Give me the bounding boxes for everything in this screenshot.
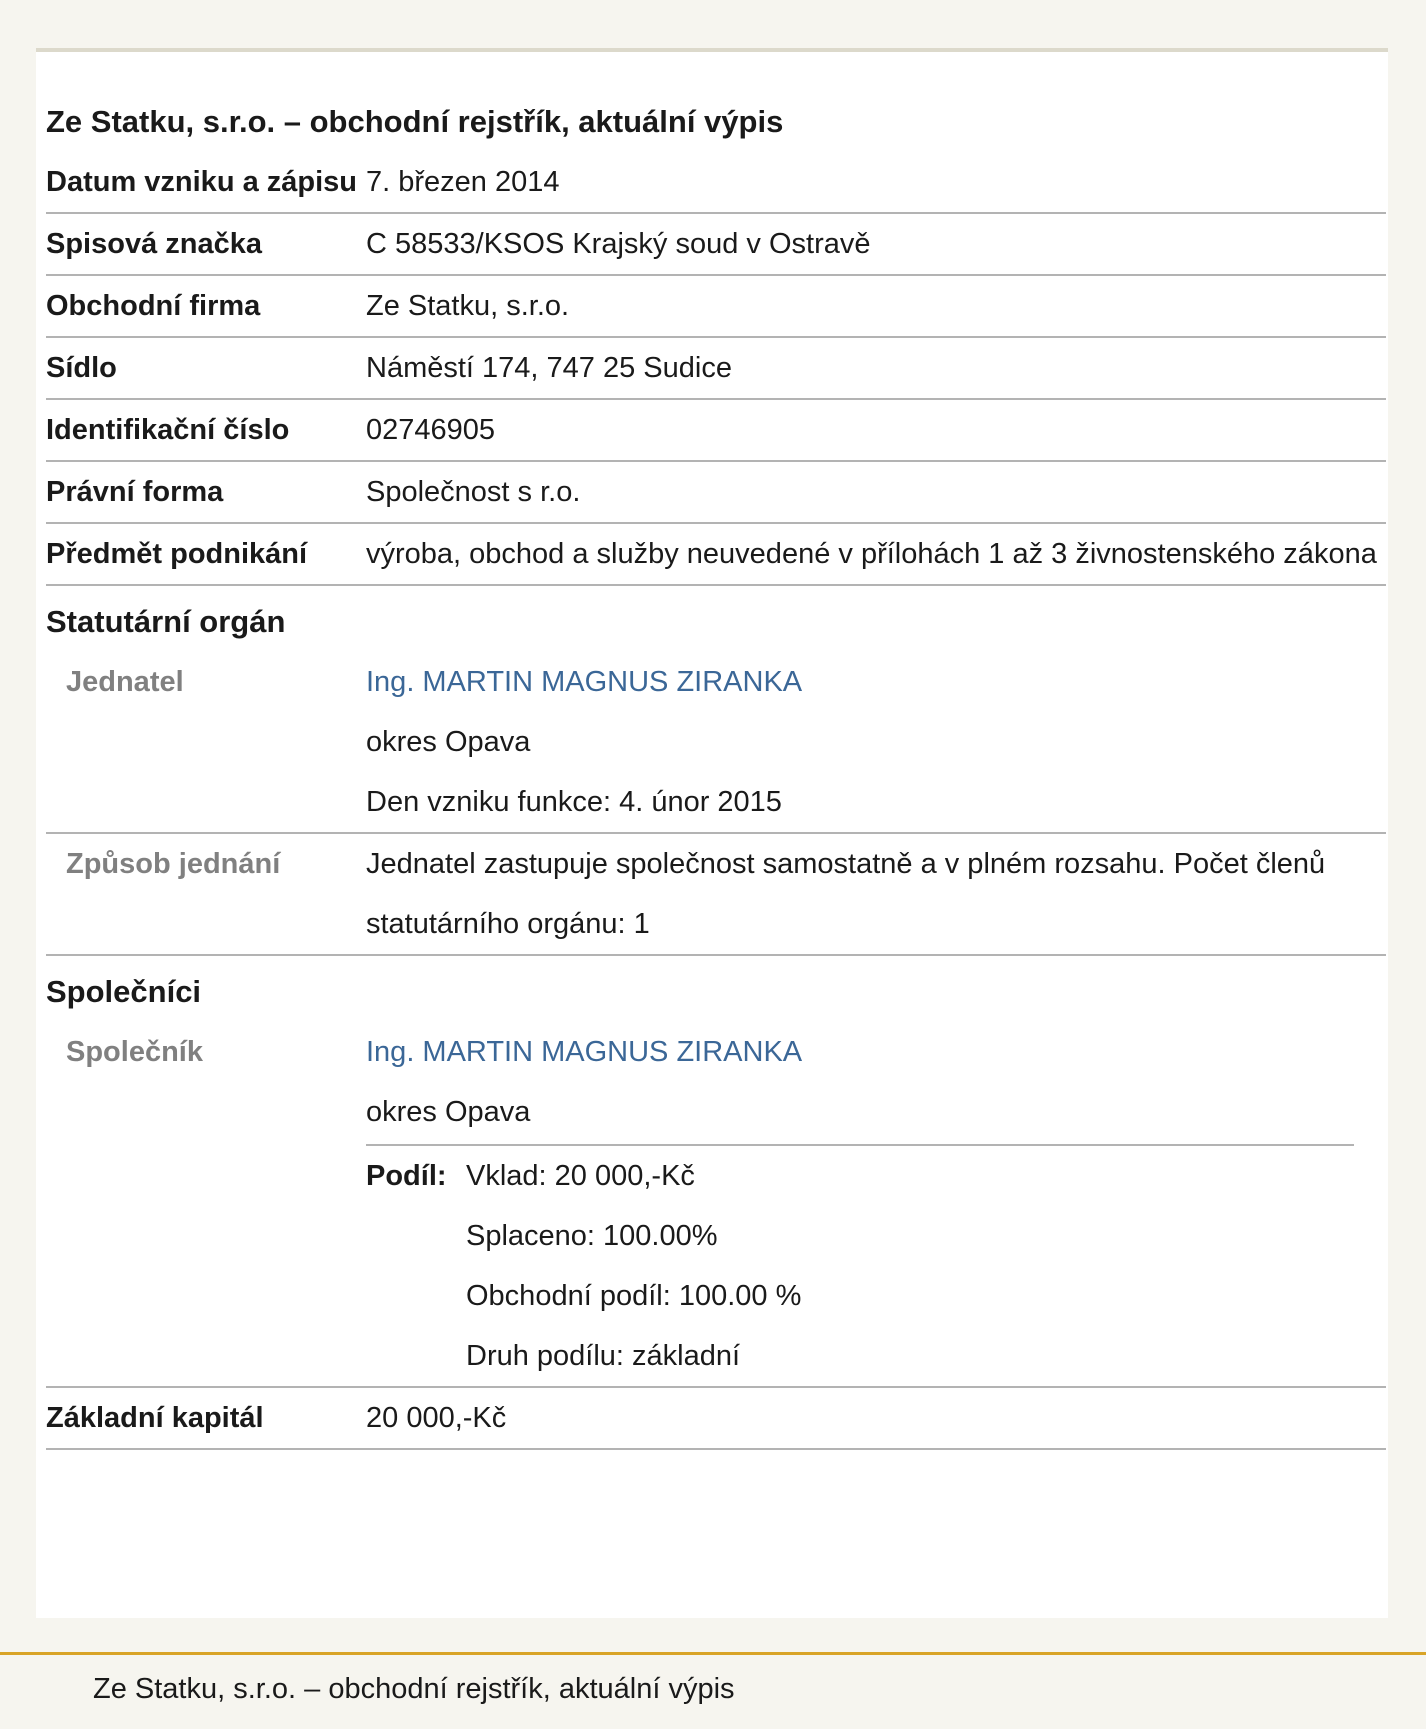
share-values	[466, 1146, 1354, 1386]
row-spolecnik	[46, 1022, 1386, 1387]
section-statutarni-organ	[46, 585, 1386, 652]
row-label: Datum vzniku a zápisu	[46, 152, 366, 213]
section-heading: Statutární orgán	[46, 604, 286, 639]
row-value: výroba, obchod a služby neuvedené v přílohách 1 až 3 živnostenského zákona	[366, 523, 1386, 585]
row-zpusob-jednani	[46, 833, 1386, 955]
row-value: 7. březen 2014	[366, 152, 1386, 213]
registry-table	[46, 152, 1386, 1450]
row-predmet-podnikani	[46, 523, 1386, 585]
person-link[interactable]: Ing. MARTIN MAGNUS ZIRANKA	[366, 666, 803, 698]
row-value: Společnost s r.o.	[366, 461, 1386, 523]
share-paid: Splaceno: 100.00%	[466, 1220, 718, 1252]
row-zakladni-kapital	[46, 1387, 1386, 1449]
row-sidlo	[46, 337, 1386, 399]
row-value: 20 000,-Kč	[366, 1387, 1386, 1449]
row-label: Sídlo	[46, 337, 366, 399]
footer-title: Ze Statku, s.r.o. – obchodní rejstřík, aktuální výpis	[93, 1673, 735, 1705]
share-deposit: Vklad: 20 000,-Kč	[466, 1160, 695, 1192]
share-block	[366, 1144, 1354, 1386]
row-spisova-znacka	[46, 213, 1386, 275]
row-label: Obchodní firma	[46, 275, 366, 337]
footer-bar	[0, 1652, 1426, 1729]
row-value	[366, 652, 1386, 833]
row-label: Spisová značka	[46, 213, 366, 275]
row-label: Identifikační číslo	[46, 399, 366, 461]
registry-card	[36, 52, 1388, 1618]
row-label: Předmět podnikání	[46, 523, 366, 585]
row-value: 02746905	[366, 399, 1386, 461]
share-label: Podíl:	[366, 1160, 447, 1192]
person-district: okres Opava	[366, 1096, 531, 1128]
section-heading: Společníci	[46, 974, 202, 1009]
share-type: Druh podílu: základní	[466, 1340, 741, 1372]
row-value: Ze Statku, s.r.o.	[366, 275, 1386, 337]
row-label: Způsob jednání	[46, 833, 366, 955]
row-datum-vzniku	[46, 152, 1386, 213]
row-value: Náměstí 174, 747 25 Sudice	[366, 337, 1386, 399]
section-spolecnici	[46, 955, 1386, 1022]
row-label: Základní kapitál	[46, 1387, 366, 1449]
row-value	[366, 1022, 1386, 1387]
page-title: Ze Statku, s.r.o. – obchodní rejstřík, aktuální výpis	[46, 104, 784, 139]
share-business: Obchodní podíl: 100.00 %	[466, 1280, 802, 1312]
row-jednatel	[46, 652, 1386, 833]
row-pravni-forma	[46, 461, 1386, 523]
person-link[interactable]: Ing. MARTIN MAGNUS ZIRANKA	[366, 1036, 803, 1068]
row-identifikacni-cislo	[46, 399, 1386, 461]
row-label: Právní forma	[46, 461, 366, 523]
row-label: Jednatel	[46, 652, 366, 833]
row-value: C 58533/KSOS Krajský soud v Ostravě	[366, 213, 1386, 275]
row-obchodni-firma	[46, 275, 1386, 337]
row-value: Jednatel zastupuje společnost samostatně a v plném rozsahu. Počet členů statutárního orgánu: 1	[366, 833, 1386, 955]
function-start-date: Den vzniku funkce: 4. únor 2015	[366, 786, 782, 818]
row-label: Společník	[46, 1022, 366, 1387]
person-district: okres Opava	[366, 726, 531, 758]
